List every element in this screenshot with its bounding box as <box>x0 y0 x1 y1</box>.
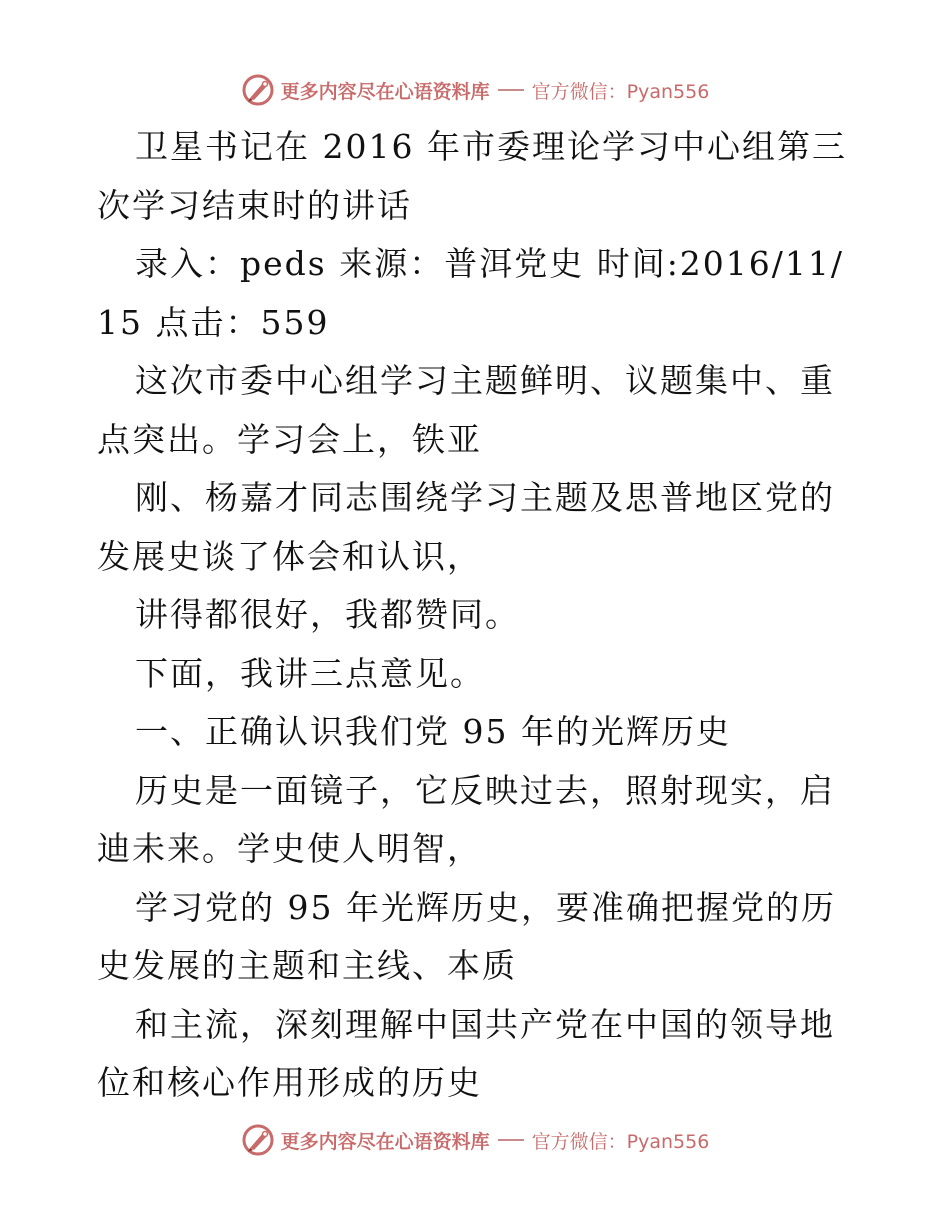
watermark-banner-top <box>0 70 950 110</box>
watermark-dash <box>498 1139 524 1141</box>
watermark-right-text: 官方微信：Pyan556 <box>531 80 710 103</box>
document-meta: 录入：peds 来源：普洱党史 时间:2016/11/15 点击：559 <box>97 244 845 342</box>
document-paragraph: 历史是一面镜子，它反映过去，照射现实，启迪未来。学史使人明智， <box>97 770 835 868</box>
watermark-content <box>241 73 710 107</box>
document-paragraph: 学习党的 95 年光辉历史，要准确把握党的历史发展的主题和主线、本质 <box>97 887 836 985</box>
section-heading: 一、正确认识我们党 95 年的光辉历史 <box>135 712 731 751</box>
document-paragraph: 刚、杨嘉才同志围绕学习主题及思普地区党的发展史谈了体会和认识， <box>97 478 835 576</box>
watermark-right-text: 官方微信：Pyan556 <box>531 1130 710 1153</box>
watermark-left-text: 更多内容尽在心语资料库 <box>280 1130 490 1153</box>
document-paragraph: 下面，我讲三点意见。 <box>135 653 485 693</box>
watermark-banner-bottom <box>0 1120 950 1160</box>
document-paragraph: 讲得都很好，我都赞同。 <box>135 595 520 634</box>
document-paragraph: 这次市委中心组学习主题鲜明、议题集中、重点突出。学习会上，铁亚 <box>97 361 835 459</box>
document-body <box>97 118 857 1113</box>
document-paragraph: 和主流，深刻理解中国共产党在中国的领导地位和核心作用形成的历史 <box>97 1004 835 1102</box>
watermark-left-text: 更多内容尽在心语资料库 <box>280 80 490 103</box>
pen-seal-logo-icon <box>241 1123 275 1157</box>
pen-seal-logo-icon <box>241 73 275 107</box>
watermark-content <box>241 1123 710 1157</box>
watermark-dash <box>498 89 524 91</box>
document-title: 卫星书记在 2016 年市委理论学习中心组第三次学习结束时的讲话 <box>97 127 847 225</box>
